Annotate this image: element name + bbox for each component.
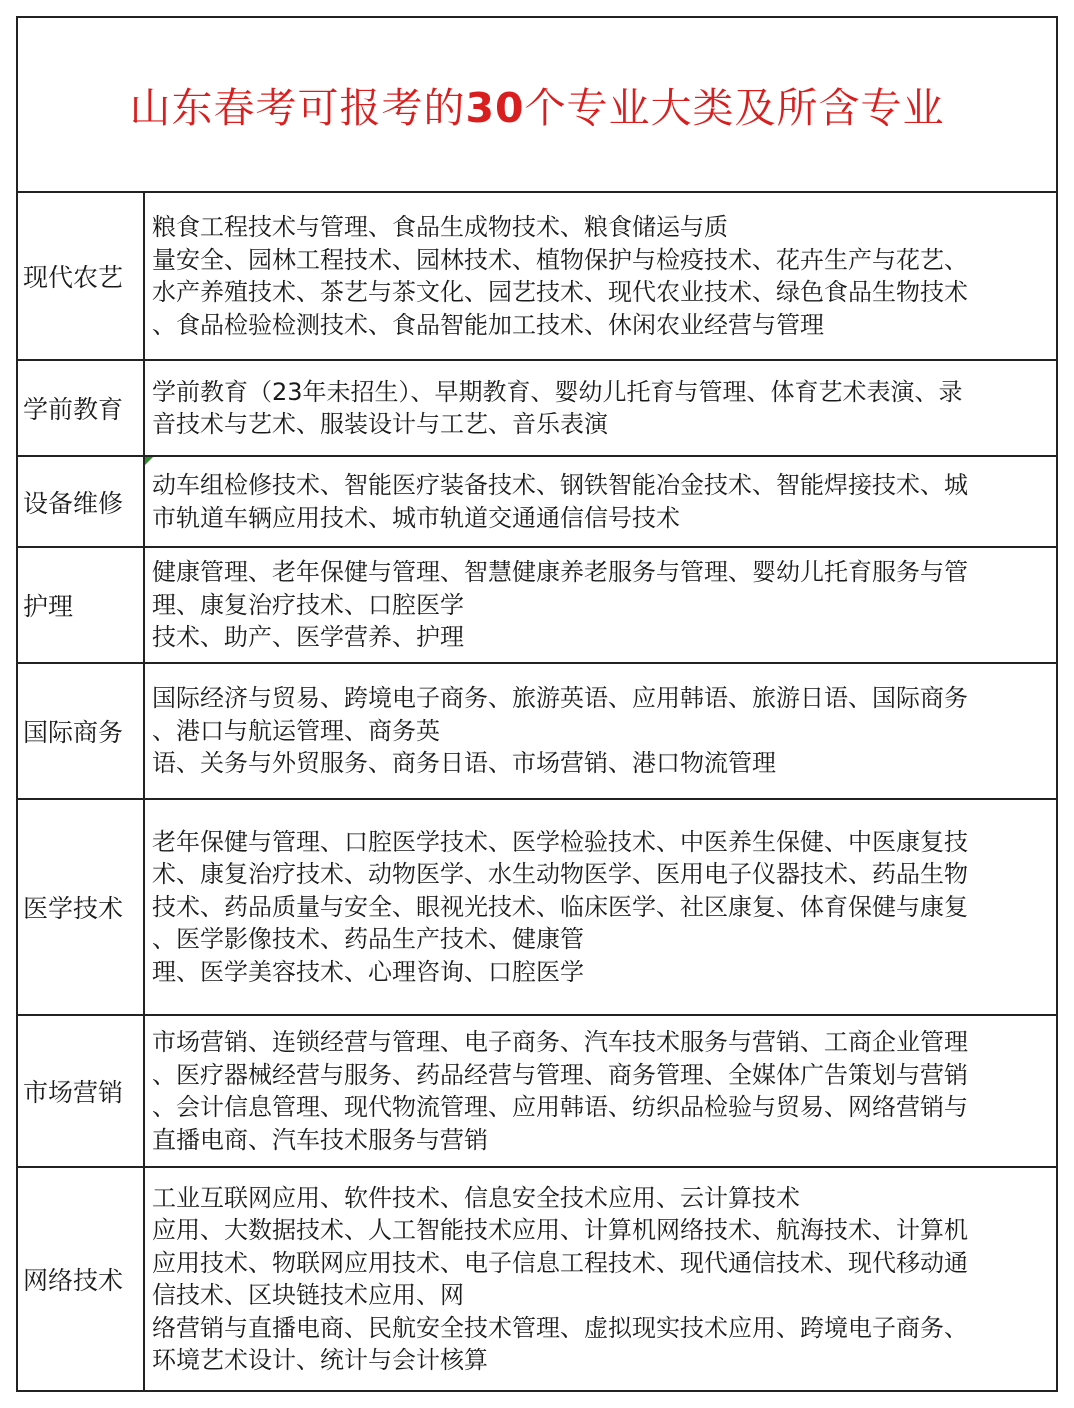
title-suffix: 个专业大类及所含专业 <box>524 84 945 132</box>
majors-line: 语、关务与外贸服务、商务日语、市场营销、港口物流管理 <box>152 749 776 778</box>
majors-line: 络营销与直播电商、民航安全技术管理、虚拟现实技术应用、跨境电子商务、 <box>152 1313 968 1342</box>
majors-line: 理、康复治疗技术、口腔医学 <box>152 590 464 619</box>
category-cell: 国际商务 <box>18 664 145 798</box>
majors-line: 市轨道车辆应用技术、城市轨道交通通信信号技术 <box>152 503 680 532</box>
table-row <box>18 800 1056 1016</box>
majors-cell <box>145 664 1056 798</box>
majors-line: 、食品检验检测技术、食品智能加工技术、休闲农业经营与管理 <box>152 310 824 339</box>
majors-line: 粮食工程技术与管理、食品生成物技术、粮食储运与质 <box>152 213 728 241</box>
majors-line: 、会计信息管理、现代物流管理、应用韩语、纺织品检验与贸易、网络营销与 <box>152 1093 968 1121</box>
majors-line: 、港口与航运管理、商务英 <box>152 716 440 745</box>
table-row <box>18 1168 1056 1390</box>
majors-line: 老年保健与管理、口腔医学技术、医学检验技术、中医养生保健、中医康复技 <box>152 827 968 856</box>
category-cell: 护理 <box>18 548 145 662</box>
majors-line: 工业互联网应用、软件技术、信息安全技术应用、云计算技术 <box>152 1183 800 1212</box>
category-cell: 设备维修 <box>18 457 145 546</box>
majors-line: 应用、大数据技术、人工智能技术应用、计算机网络技术、航海技术、计算机 <box>152 1216 968 1244</box>
majors-cell <box>145 193 1056 359</box>
majors-line: 、医学影像技术、药品生产技术、健康管 <box>152 925 584 954</box>
majors-line: 水产养殖技术、茶艺与茶文化、园艺技术、现代农业技术、绿色食品生物技术 <box>152 278 968 306</box>
majors-line: 技术、药品质量与安全、眼视光技术、临床医学、社区康复、体育保健与康复 <box>152 892 968 921</box>
majors-line: 国际经济与贸易、跨境电子商务、旅游英语、应用韩语、旅游日语、国际商务 <box>152 684 968 713</box>
title-number: 30 <box>465 84 525 132</box>
majors-line: 直播电商、汽车技术服务与营销 <box>152 1125 488 1154</box>
table-row <box>18 1016 1056 1168</box>
category-cell: 现代农艺 <box>18 193 145 359</box>
majors-line: 技术、助产、医学营养、护理 <box>152 623 464 652</box>
title-row <box>18 18 1056 193</box>
majors-line: 学前教育（23年未招生）、早期教育、婴幼儿托育与管理、体育艺术表演、录 <box>152 377 963 406</box>
cell-comment-marker <box>145 457 153 465</box>
category-cell: 市场营销 <box>18 1016 145 1166</box>
majors-line: 应用技术、物联网应用技术、电子信息工程技术、现代通信技术、现代移动通 <box>152 1248 968 1277</box>
category-cell: 医学技术 <box>18 800 145 1014</box>
majors-cell <box>145 800 1056 1014</box>
table-row <box>18 361 1056 457</box>
majors-line: 音技术与艺术、服装设计与工艺、音乐表演 <box>152 410 608 438</box>
table-row <box>18 664 1056 800</box>
title-prefix: 山东春考可报考的 <box>129 84 466 132</box>
majors-table <box>16 16 1058 1392</box>
majors-line: 理、医学美容技术、心理咨询、口腔医学 <box>152 957 584 986</box>
majors-line: 动车组检修技术、智能医疗装备技术、钢铁智能冶金技术、智能焊接技术、城 <box>152 471 968 499</box>
majors-line: 环境艺术设计、统计与会计核算 <box>152 1346 488 1374</box>
majors-cell <box>145 361 1056 455</box>
majors-line: 健康管理、老年保健与管理、智慧健康养老服务与管理、婴幼儿托育服务与管 <box>152 558 968 587</box>
majors-cell <box>145 1016 1056 1166</box>
majors-line: 信技术、区块链技术应用、网 <box>152 1281 464 1309</box>
category-cell: 网络技术 <box>18 1168 145 1390</box>
majors-line: 量安全、园林工程技术、园林技术、植物保护与检疫技术、花卉生产与花艺、 <box>152 245 968 274</box>
category-cell: 学前教育 <box>18 361 145 455</box>
table-row <box>18 193 1056 361</box>
majors-line: 术、康复治疗技术、动物医学、水生动物医学、医用电子仪器技术、药品生物 <box>152 860 968 889</box>
majors-cell <box>145 457 1056 546</box>
majors-line: 市场营销、连锁经营与管理、电子商务、汽车技术服务与营销、工商企业管理 <box>152 1028 968 1056</box>
majors-cell <box>145 1168 1056 1390</box>
page-title <box>129 75 944 134</box>
majors-cell <box>145 548 1056 662</box>
table-row <box>18 457 1056 548</box>
majors-line: 、医疗器械经营与服务、药品经营与管理、商务管理、全媒体广告策划与营销 <box>152 1060 968 1089</box>
table-row <box>18 548 1056 664</box>
